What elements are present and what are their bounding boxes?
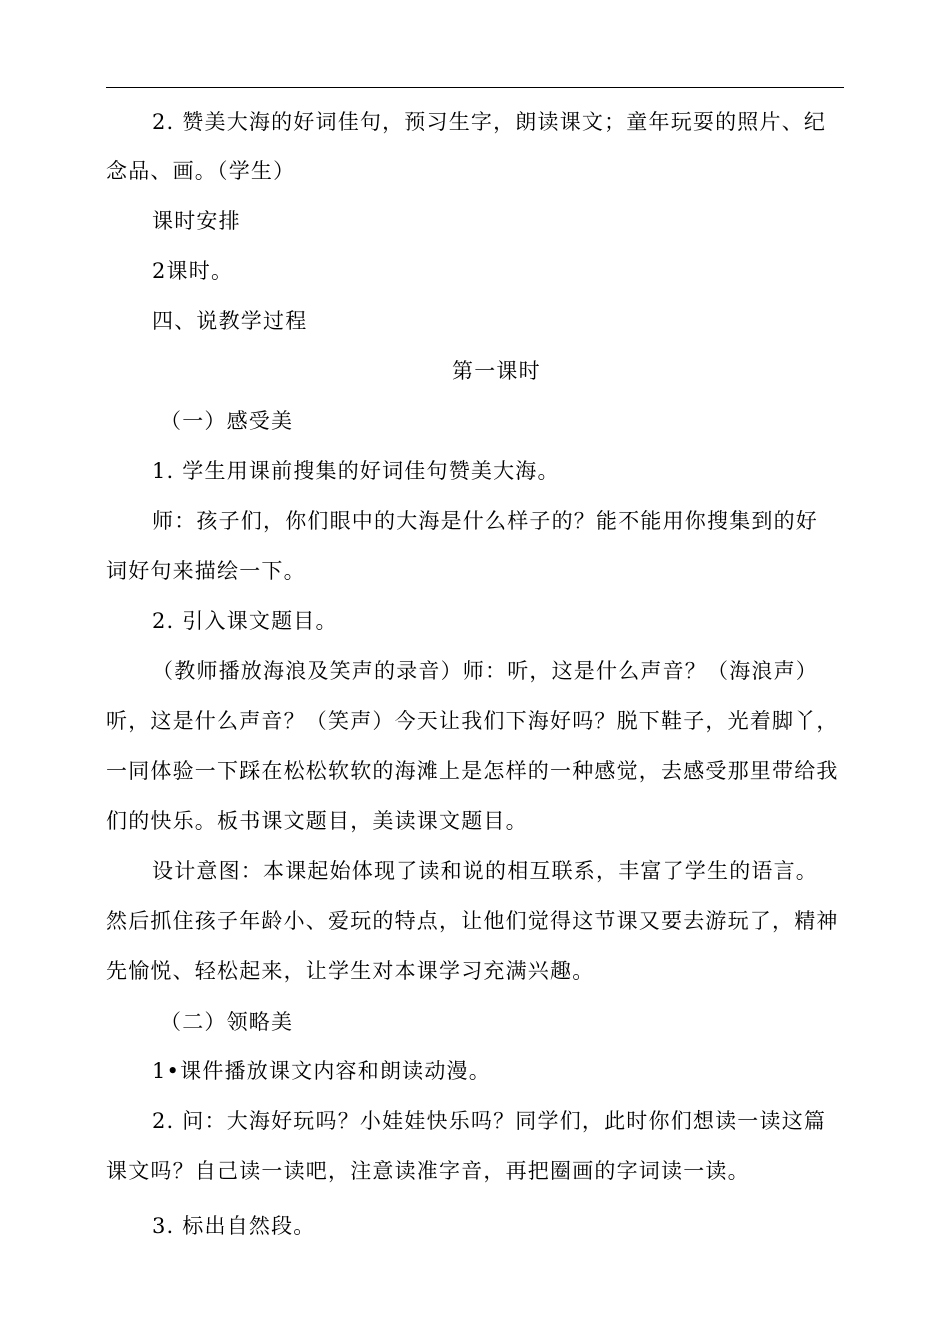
paragraph-line: 3. 标出自然段。 <box>152 1214 316 1238</box>
paragraph-line: 念品、画。（学生） <box>106 159 296 183</box>
paragraph-line: 师：孩子们，你们眼中的大海是什么样子的？能不能用你搜集到的好 <box>152 509 818 533</box>
paragraph-line: （教师播放海浪及笑声的录音）师：听，这是什么声音？（海浪声） <box>152 659 818 683</box>
paragraph-line: 们的快乐。板书课文题目，美读课文题目。 <box>106 809 528 833</box>
paragraph-line: 2. 赞美大海的好词佳句，预习生字，朗读课文；童年玩耍的照片、纪 <box>152 110 827 134</box>
paragraph-line: 2. 问：大海好玩吗？小娃娃快乐吗？同学们，此时你们想读一读这篇 <box>152 1109 827 1133</box>
subsection-heading: （二）领略美 <box>160 1010 294 1034</box>
paragraph-line: 课文吗？自己读一读吧，注意读准字音，再把圈画的字词读一读。 <box>106 1159 750 1183</box>
paragraph-line: 先愉悦、轻松起来，让学生对本课学习充满兴趣。 <box>106 959 595 983</box>
section-heading: 四、说教学过程 <box>152 309 308 333</box>
paragraph-line: 1•课件播放课文内容和朗读动漫。 <box>152 1059 491 1083</box>
paragraph-line: 然后抓住孩子年龄小、爱玩的特点，让他们觉得这节课又要去游玩了，精神 <box>106 909 839 933</box>
paragraph-line: 2课时。 <box>152 259 234 283</box>
paragraph-line: 2. 引入课文题目。 <box>152 609 338 633</box>
lesson-title: 第一课时 <box>452 359 541 383</box>
paragraph-line: 词好句来描绘一下。 <box>106 559 306 583</box>
paragraph-line: 听，这是什么声音？（笑声）今天让我们下海好吗？脱下鞋子，光着脚丫， <box>106 709 839 733</box>
paragraph-line: 1. 学生用课前搜集的好词佳句赞美大海。 <box>152 459 560 483</box>
header-rule <box>106 87 844 88</box>
section-heading: 课时安排 <box>152 209 241 233</box>
paragraph-line: 一同体验一下踩在松松软软的海滩上是怎样的一种感觉，去感受那里带给我 <box>106 759 839 783</box>
subsection-heading: （一）感受美 <box>160 409 294 433</box>
paragraph-line: 设计意图：本课起始体现了读和说的相互联系，丰富了学生的语言。 <box>152 859 818 883</box>
